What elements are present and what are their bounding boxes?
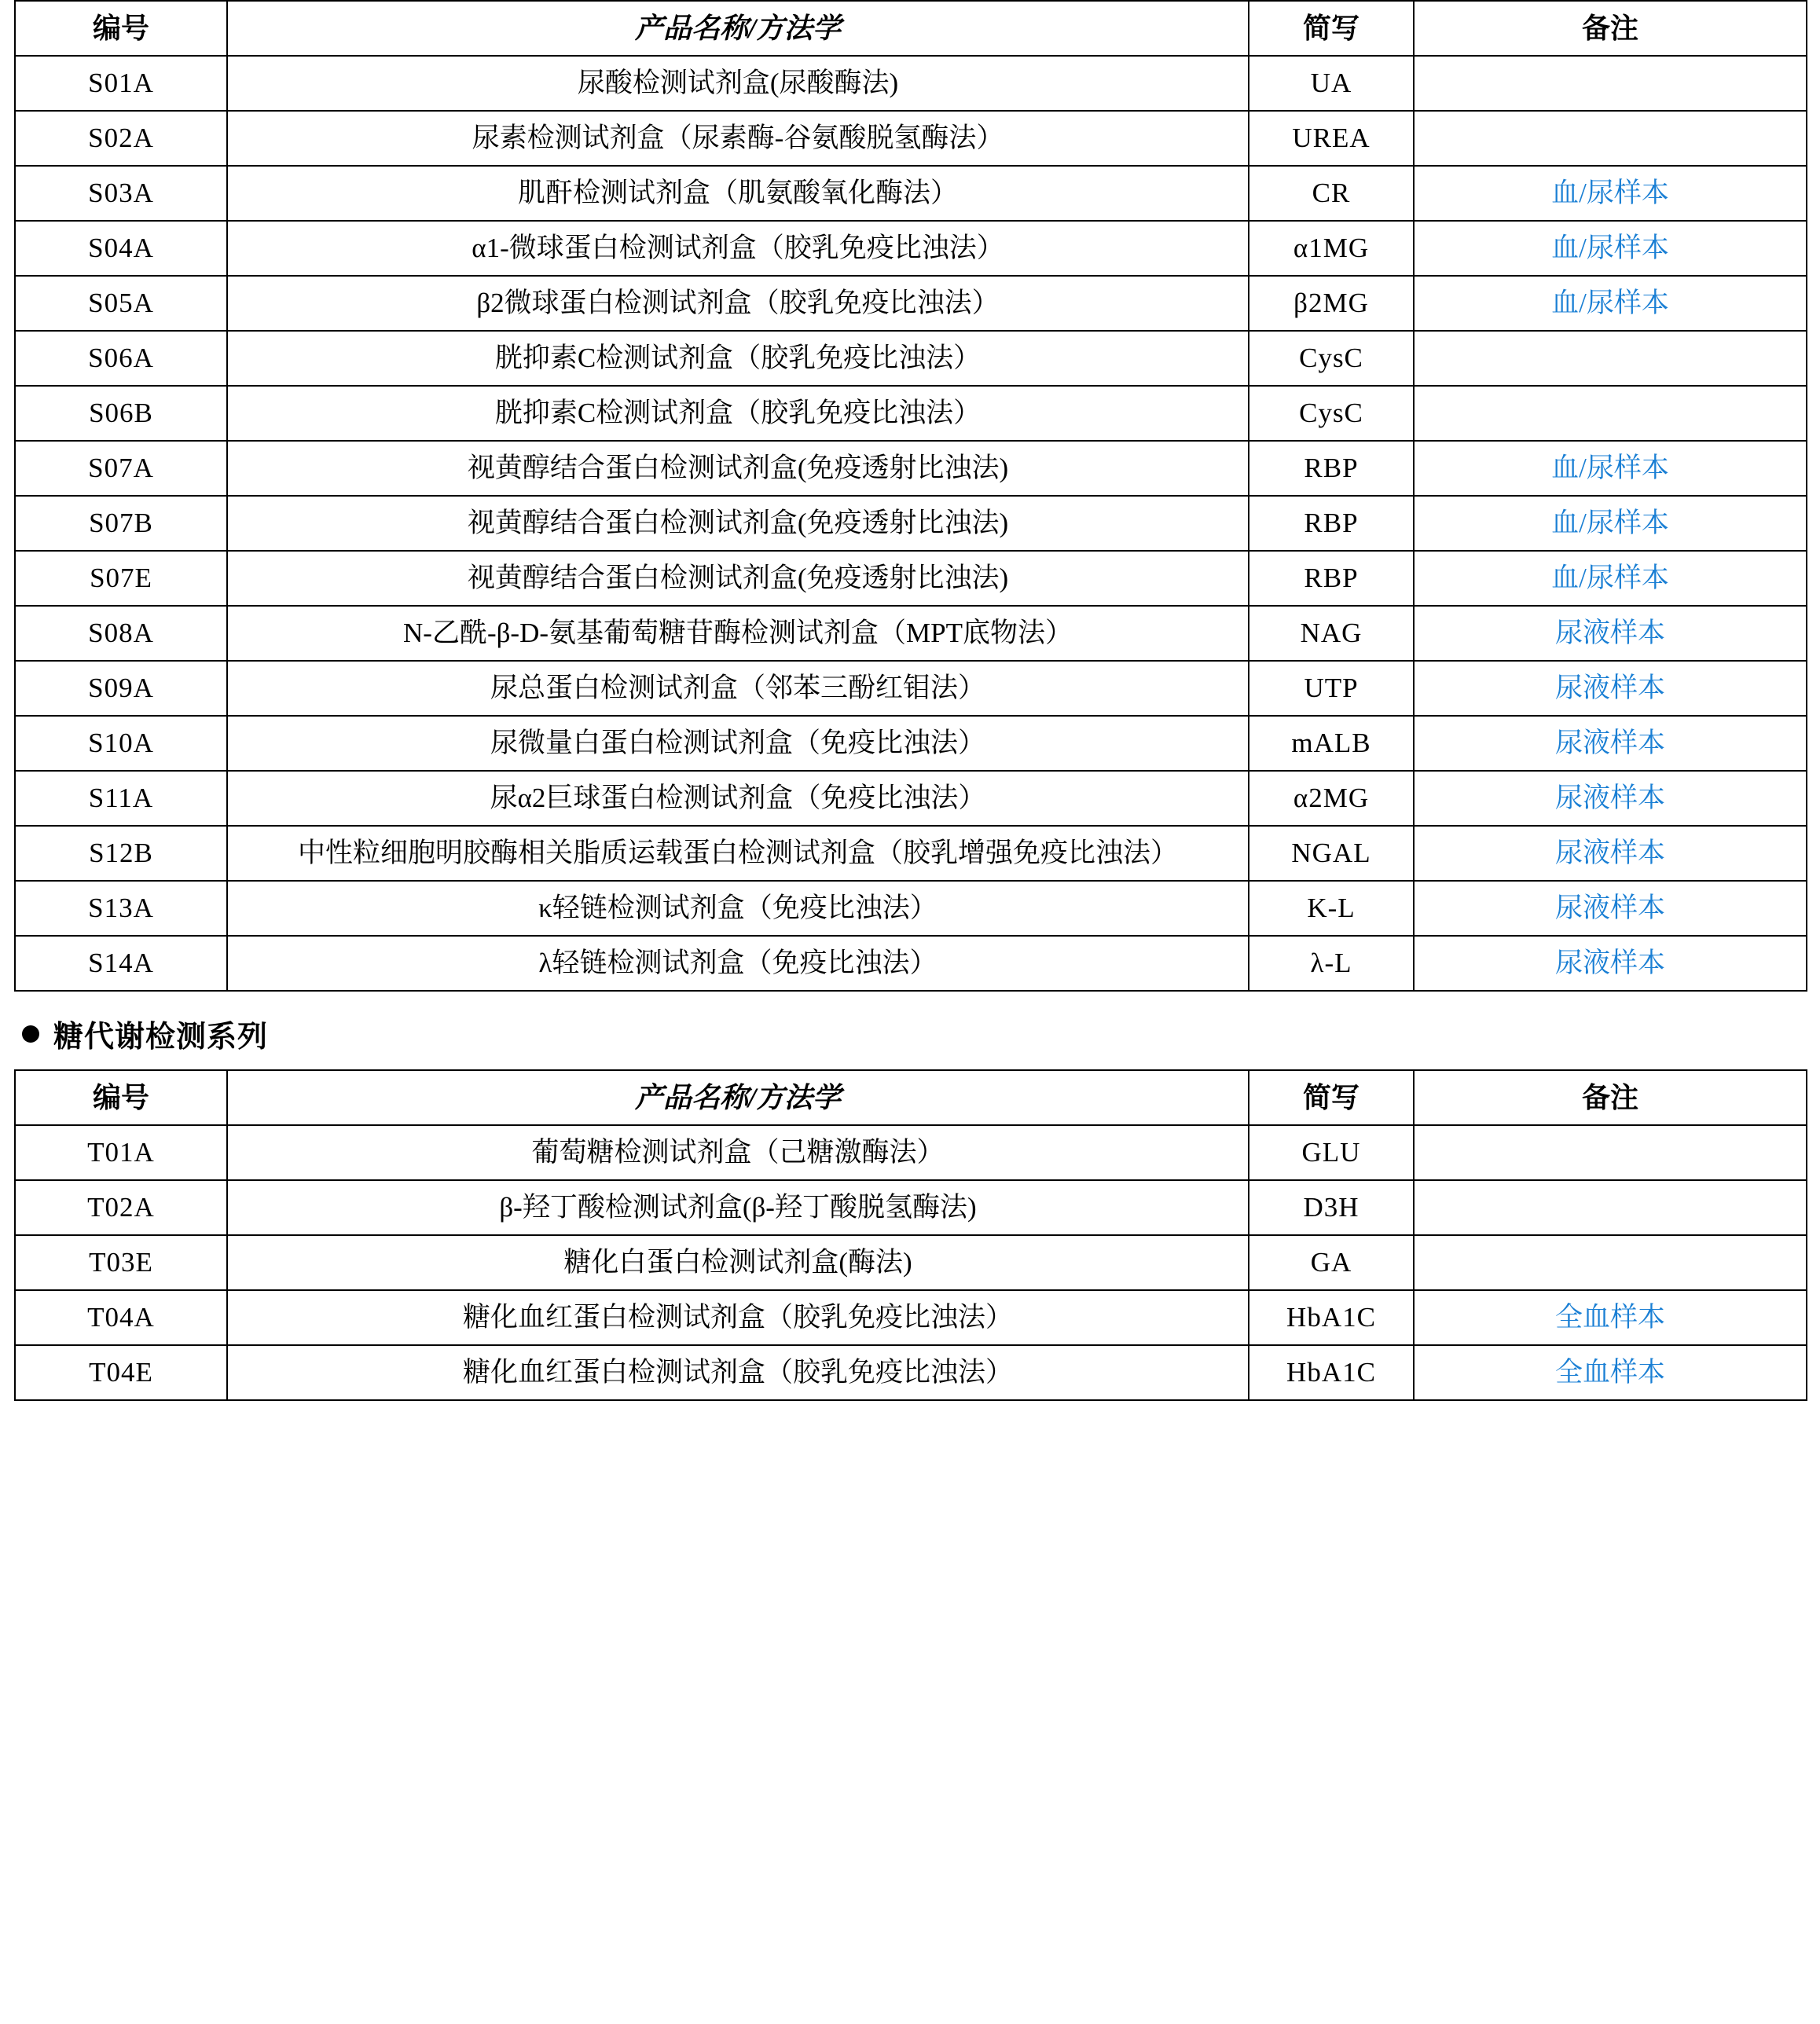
cell-code: T03E <box>15 1235 227 1290</box>
cell-abbr: mALB <box>1249 716 1414 771</box>
cell-note: 血/尿样本 <box>1414 441 1807 496</box>
cell-code: S07E <box>15 551 227 606</box>
cell-code: S02A <box>15 111 227 166</box>
cell-abbr: GLU <box>1249 1125 1414 1180</box>
table-row <box>15 1290 1807 1345</box>
table-row <box>15 276 1807 331</box>
cell-note <box>1414 331 1807 386</box>
table-row <box>15 331 1807 386</box>
table-row <box>15 661 1807 716</box>
cell-name: β2微球蛋白检测试剂盒（胶乳免疫比浊法） <box>227 276 1249 331</box>
cell-code: S10A <box>15 716 227 771</box>
cell-code: T01A <box>15 1125 227 1180</box>
cell-name: 中性粒细胞明胶酶相关脂质运载蛋白检测试剂盒（胶乳增强免疫比浊法） <box>227 826 1249 881</box>
column-header-note: 备注 <box>1414 1070 1807 1125</box>
table-row <box>15 716 1807 771</box>
cell-name: α1-微球蛋白检测试剂盒（胶乳免疫比浊法） <box>227 221 1249 276</box>
column-header-abbr: 简写 <box>1249 1 1414 56</box>
cell-note: 尿液样本 <box>1414 826 1807 881</box>
column-header-code: 编号 <box>15 1070 227 1125</box>
table-row <box>15 1180 1807 1235</box>
section-heading-glucose <box>14 992 1806 1069</box>
cell-code: S08A <box>15 606 227 661</box>
cell-note <box>1414 111 1807 166</box>
cell-note <box>1414 1125 1807 1180</box>
cell-abbr: RBP <box>1249 441 1414 496</box>
cell-note: 血/尿样本 <box>1414 221 1807 276</box>
cell-code: S06B <box>15 386 227 441</box>
cell-name: κ轻链检测试剂盒（免疫比浊法） <box>227 881 1249 936</box>
cell-abbr: D3H <box>1249 1180 1414 1235</box>
cell-name: 视黄醇结合蛋白检测试剂盒(免疫透射比浊法) <box>227 551 1249 606</box>
table-row <box>15 1235 1807 1290</box>
cell-code: T02A <box>15 1180 227 1235</box>
cell-abbr: CysC <box>1249 386 1414 441</box>
table-row <box>15 551 1807 606</box>
cell-abbr: HbA1C <box>1249 1345 1414 1400</box>
cell-code: S07A <box>15 441 227 496</box>
cell-name: 尿α2巨球蛋白检测试剂盒（免疫比浊法） <box>227 771 1249 826</box>
cell-abbr: β2MG <box>1249 276 1414 331</box>
cell-note: 血/尿样本 <box>1414 166 1807 221</box>
column-header-code: 编号 <box>15 1 227 56</box>
cell-note: 尿液样本 <box>1414 606 1807 661</box>
cell-code: S09A <box>15 661 227 716</box>
cell-abbr: RBP <box>1249 496 1414 551</box>
cell-code: T04E <box>15 1345 227 1400</box>
cell-abbr: NGAL <box>1249 826 1414 881</box>
cell-code: S06A <box>15 331 227 386</box>
table-row <box>15 221 1807 276</box>
cell-name: 视黄醇结合蛋白检测试剂盒(免疫透射比浊法) <box>227 496 1249 551</box>
cell-abbr: HbA1C <box>1249 1290 1414 1345</box>
cell-name: β-羟丁酸检测试剂盒(β-羟丁酸脱氢酶法) <box>227 1180 1249 1235</box>
cell-note: 全血样本 <box>1414 1290 1807 1345</box>
cell-name: 葡萄糖检测试剂盒（己糖激酶法） <box>227 1125 1249 1180</box>
cell-code: S05A <box>15 276 227 331</box>
cell-note <box>1414 56 1807 111</box>
cell-note: 尿液样本 <box>1414 936 1807 991</box>
glucose-series-table <box>14 1069 1807 1401</box>
cell-code: S07B <box>15 496 227 551</box>
cell-name: N-乙酰-β-D-氨基葡萄糖苷酶检测试剂盒（MPT底物法） <box>227 606 1249 661</box>
cell-note: 血/尿样本 <box>1414 496 1807 551</box>
column-header-name: 产品名称/方法学 <box>227 1070 1249 1125</box>
table-row <box>15 111 1807 166</box>
cell-note: 血/尿样本 <box>1414 551 1807 606</box>
cell-abbr: NAG <box>1249 606 1414 661</box>
table-row <box>15 386 1807 441</box>
cell-name: 尿酸检测试剂盒(尿酸酶法) <box>227 56 1249 111</box>
cell-code: S11A <box>15 771 227 826</box>
cell-abbr: UA <box>1249 56 1414 111</box>
cell-abbr: UTP <box>1249 661 1414 716</box>
cell-name: 糖化血红蛋白检测试剂盒（胶乳免疫比浊法） <box>227 1290 1249 1345</box>
column-header-note: 备注 <box>1414 1 1807 56</box>
cell-code: S01A <box>15 56 227 111</box>
cell-name: 视黄醇结合蛋白检测试剂盒(免疫透射比浊法) <box>227 441 1249 496</box>
bullet-icon <box>22 1025 39 1043</box>
cell-note: 全血样本 <box>1414 1345 1807 1400</box>
cell-note <box>1414 1235 1807 1290</box>
renal-series-table <box>14 0 1807 992</box>
cell-abbr: K-L <box>1249 881 1414 936</box>
cell-code: T04A <box>15 1290 227 1345</box>
cell-abbr: UREA <box>1249 111 1414 166</box>
cell-note: 尿液样本 <box>1414 881 1807 936</box>
cell-note: 血/尿样本 <box>1414 276 1807 331</box>
cell-name: 尿微量白蛋白检测试剂盒（免疫比浊法） <box>227 716 1249 771</box>
cell-name: 糖化白蛋白检测试剂盒(酶法) <box>227 1235 1249 1290</box>
table-row <box>15 1125 1807 1180</box>
cell-code: S14A <box>15 936 227 991</box>
table-row <box>15 56 1807 111</box>
cell-name: 尿总蛋白检测试剂盒（邻苯三酚红钼法） <box>227 661 1249 716</box>
column-header-name: 产品名称/方法学 <box>227 1 1249 56</box>
cell-note: 尿液样本 <box>1414 771 1807 826</box>
cell-note <box>1414 386 1807 441</box>
cell-name: 糖化血红蛋白检测试剂盒（胶乳免疫比浊法） <box>227 1345 1249 1400</box>
table-row <box>15 826 1807 881</box>
cell-abbr: CR <box>1249 166 1414 221</box>
column-header-abbr: 简写 <box>1249 1070 1414 1125</box>
table-row <box>15 936 1807 991</box>
table-row <box>15 1345 1807 1400</box>
section-title: 糖代谢检测系列 <box>53 1021 269 1054</box>
cell-abbr: α1MG <box>1249 221 1414 276</box>
cell-name: λ轻链检测试剂盒（免疫比浊法） <box>227 936 1249 991</box>
cell-code: S03A <box>15 166 227 221</box>
cell-name: 胱抑素C检测试剂盒（胶乳免疫比浊法） <box>227 386 1249 441</box>
cell-note: 尿液样本 <box>1414 661 1807 716</box>
table-row <box>15 496 1807 551</box>
cell-abbr: CysC <box>1249 331 1414 386</box>
table-row <box>15 606 1807 661</box>
cell-note: 尿液样本 <box>1414 716 1807 771</box>
cell-abbr: α2MG <box>1249 771 1414 826</box>
cell-code: S04A <box>15 221 227 276</box>
table-header-row <box>15 1 1807 56</box>
cell-note <box>1414 1180 1807 1235</box>
cell-abbr: GA <box>1249 1235 1414 1290</box>
cell-code: S13A <box>15 881 227 936</box>
cell-name: 肌酐检测试剂盒（肌氨酸氧化酶法） <box>227 166 1249 221</box>
table-row <box>15 771 1807 826</box>
table-row <box>15 881 1807 936</box>
cell-code: S12B <box>15 826 227 881</box>
table-row <box>15 166 1807 221</box>
cell-abbr: RBP <box>1249 551 1414 606</box>
table-header-row <box>15 1070 1807 1125</box>
cell-name: 胱抑素C检测试剂盒（胶乳免疫比浊法） <box>227 331 1249 386</box>
cell-name: 尿素检测试剂盒（尿素酶-谷氨酸脱氢酶法） <box>227 111 1249 166</box>
table-row <box>15 441 1807 496</box>
cell-abbr: λ-L <box>1249 936 1414 991</box>
